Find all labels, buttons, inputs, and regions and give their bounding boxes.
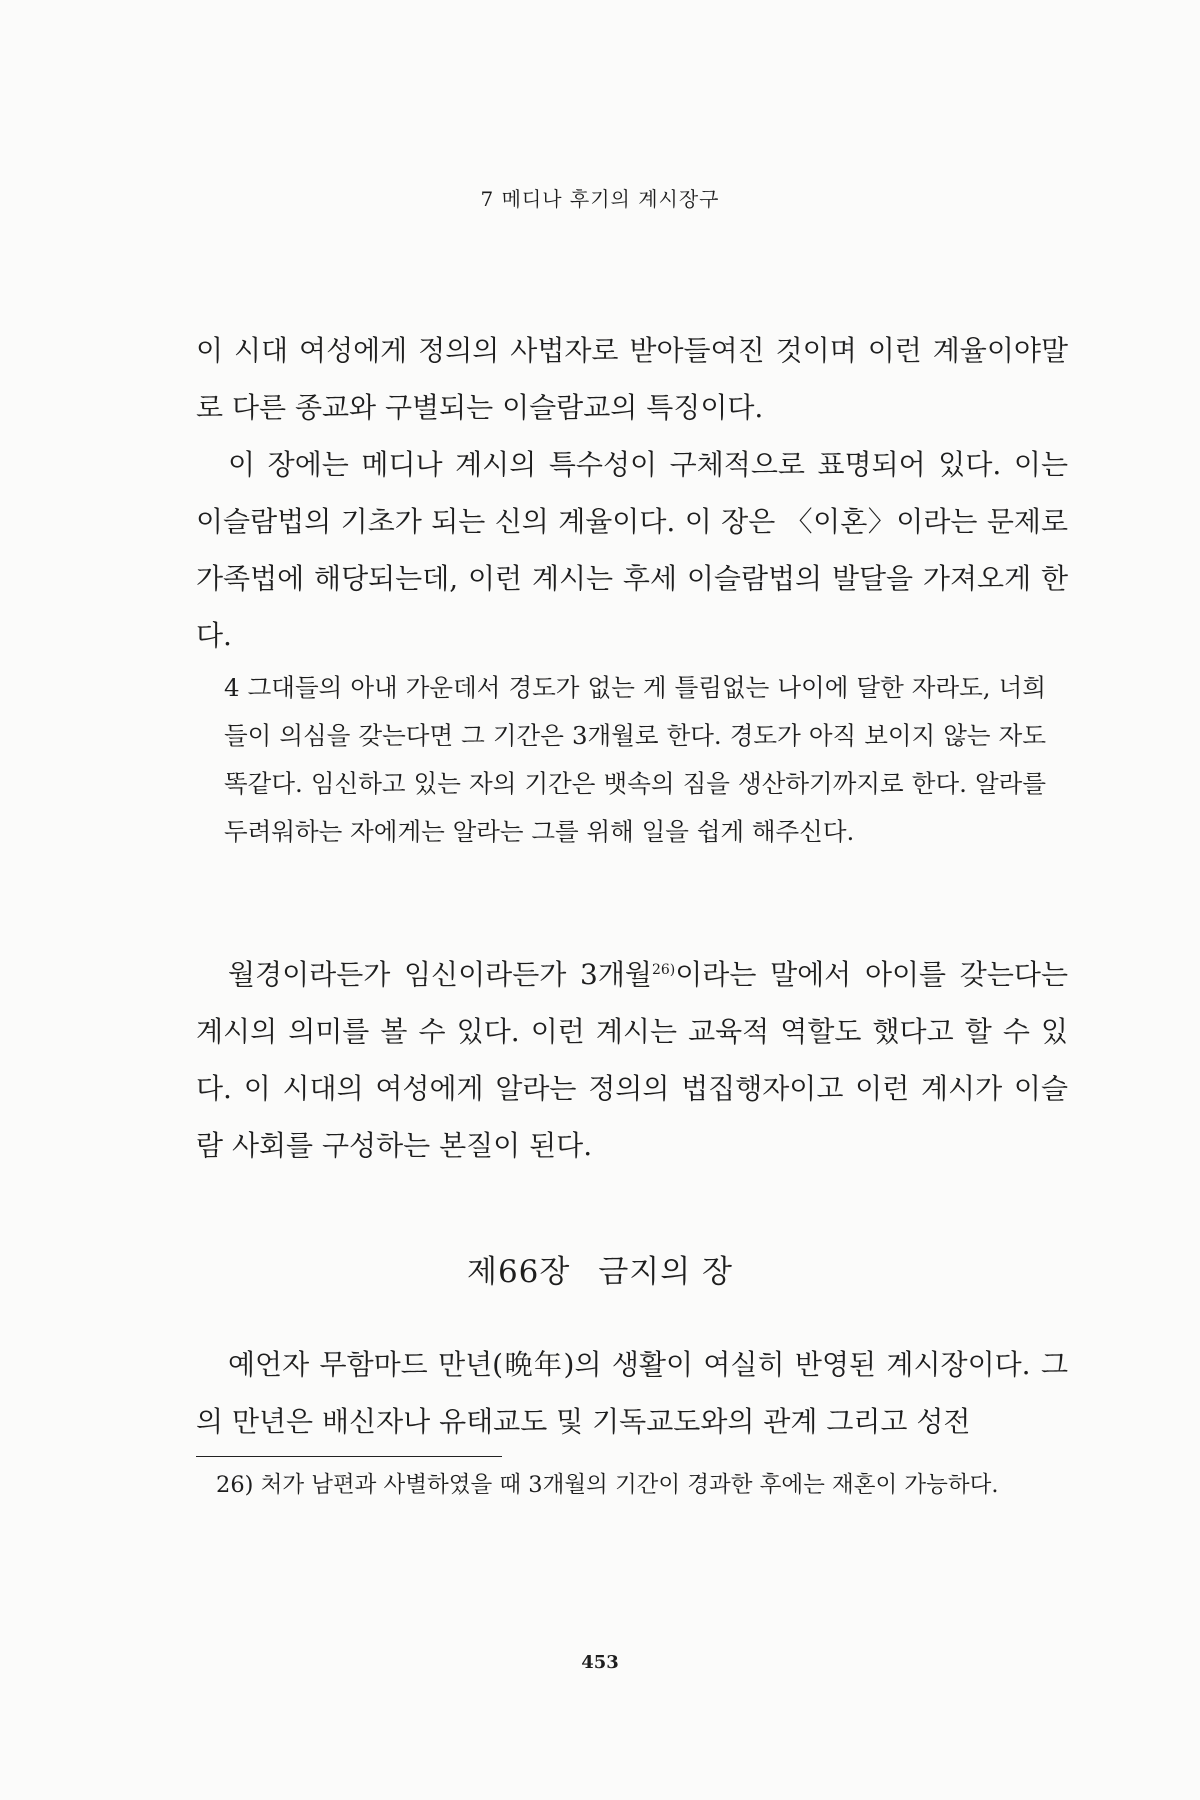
paragraph-3-text-b: 이라는 말에서 아이를 갖는다는 계시의 의미를 볼 수 있다. 이런 계시는 교육적 역할도 했다고 할 수 있다. 이 시대의 여성에게 알라는 정의의 법집행자이고 이런 계시가 이슬람 사회를 구성하는 본질이 된다. bbox=[196, 958, 1069, 1162]
running-header: 7 메디나 후기의 계시장구 bbox=[480, 187, 720, 211]
footnote-reference: 26) bbox=[651, 962, 676, 978]
footnote-text: 처가 남편과 사별하였을 때 3개월의 기간이 경과한 후에는 재혼이 가능하다. bbox=[260, 1472, 999, 1498]
paragraph-3 bbox=[196, 946, 1068, 1174]
chapter-title: 금지의 장 bbox=[598, 1254, 733, 1290]
footnote-marker: 26) bbox=[216, 1472, 254, 1498]
footnote-divider bbox=[196, 1456, 502, 1457]
chapter-number: 제66장 bbox=[467, 1254, 571, 1290]
scripture-quote: 4 그대들의 아내 가운데서 경도가 없는 게 틀림없는 나이에 달한 자라도, 너희들이 의심을 갖는다면 그 기간은 3개월로 한다. 경도가 아직 보이지 않는 자도 똑같다. 임신하고 있는 자의 기간은 뱃속의 짐을 생산하기까지로 한다. 알라를 두려워하는 자에게는 알라는 그를 위해 일을 쉽게 해주신다. bbox=[224, 673, 1046, 846]
paragraph-2: 이 장에는 메디나 계시의 특수성이 구체적으로 표명되어 있다. 이는 이슬람법의 기초가 되는 신의 계율이다. 이 장은 〈이혼〉이라는 문제로 가족법에 해당되는데, 이런 계시는 후세 이슬람법의 발달을 가져오게 한다. bbox=[196, 448, 1068, 652]
paragraph-3-text-a: 월경이라든가 임신이라든가 3개월 bbox=[228, 958, 652, 991]
paragraph-4: 예언자 무함마드 만년(晩年)의 생활이 여실히 반영된 계시장이다. 그의 만년은 배신자나 유태교도 및 기독교도와의 관계 그리고 성전 bbox=[196, 1348, 1068, 1438]
footnote bbox=[216, 1466, 1096, 1504]
paragraph-1: 이 시대 여성에게 정의의 사법자로 받아들여진 것이며 이런 계율이야말로 다른 종교와 구별되는 이슬람교의 특징이다. bbox=[196, 334, 1068, 424]
page-number: 453 bbox=[581, 1652, 619, 1673]
chapter-heading bbox=[0, 1246, 1200, 1291]
